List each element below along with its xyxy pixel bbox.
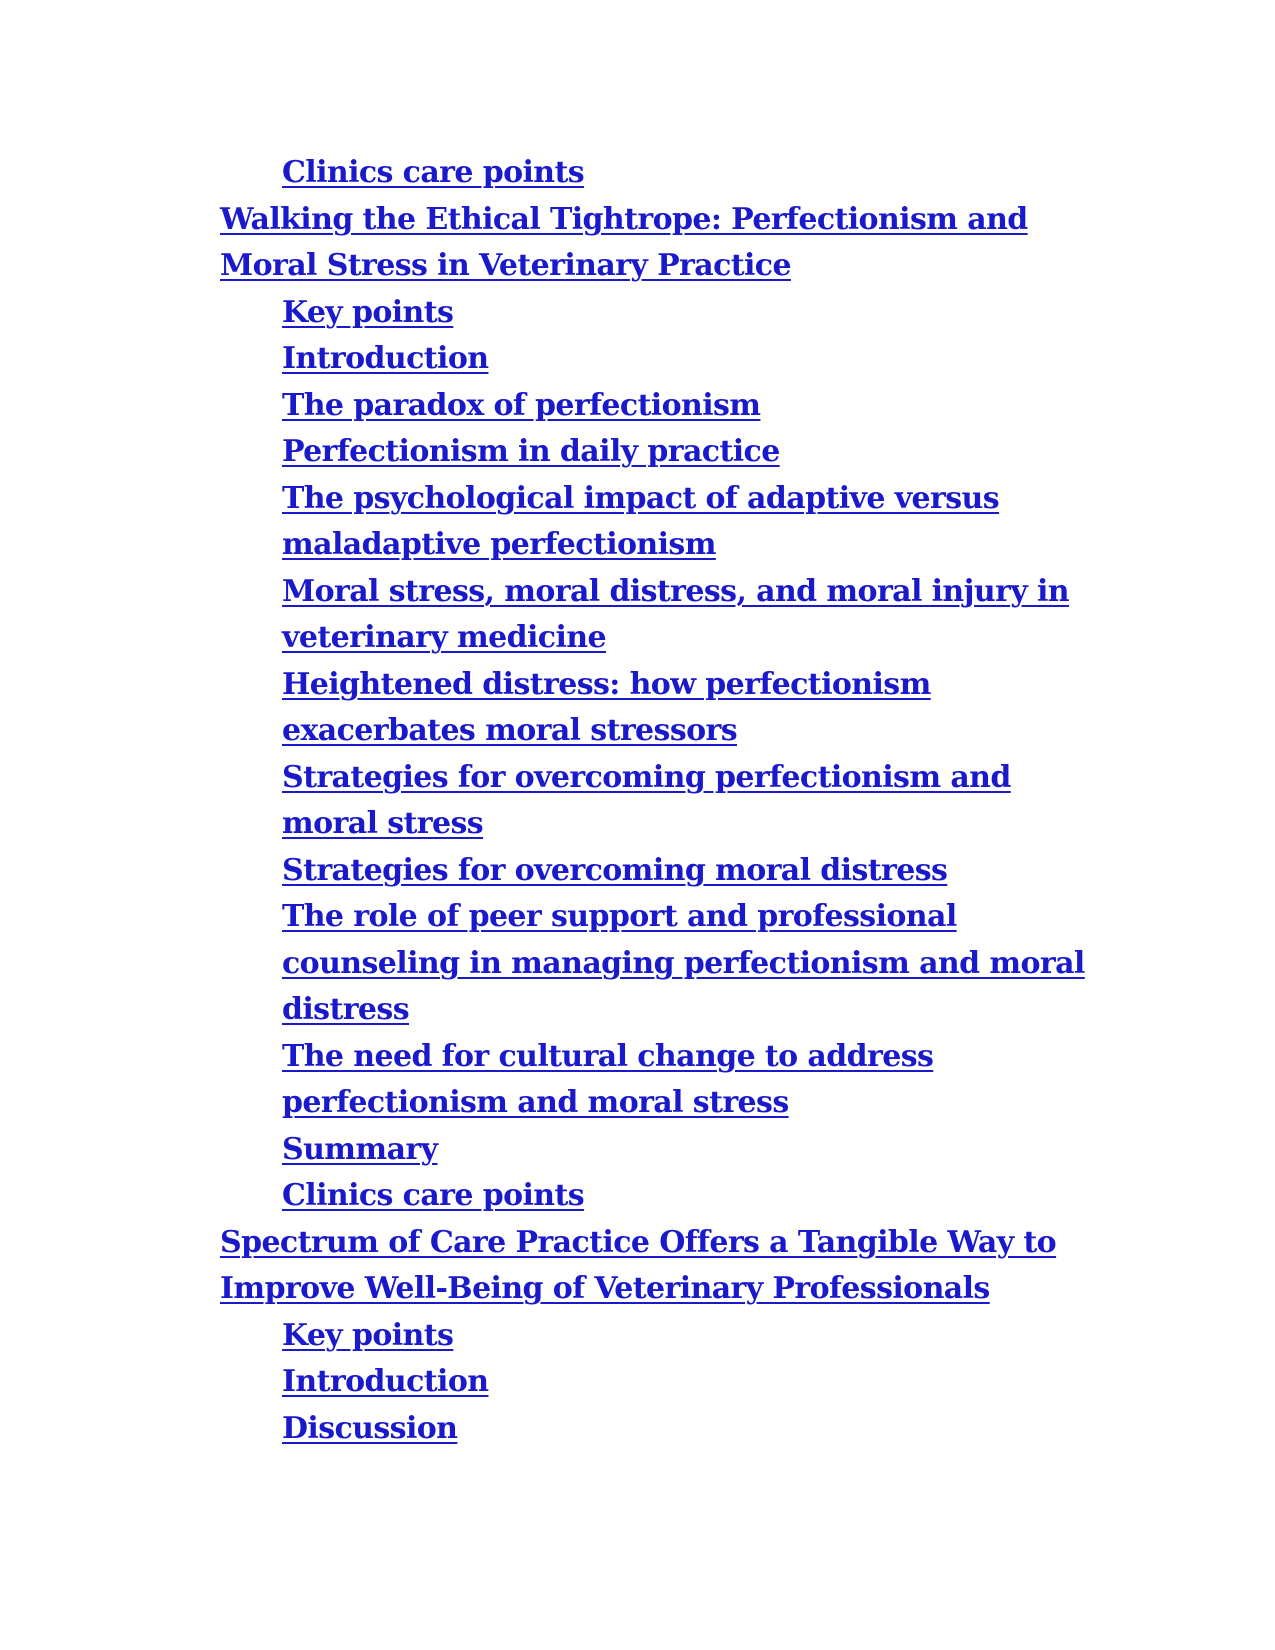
toc-link[interactable]: The role of peer support and professional counseling in managing perfectionism and moral distress (282, 899, 1085, 1027)
toc-link[interactable]: Strategies for overcoming perfectionism and moral stress (282, 759, 1011, 841)
toc-link[interactable]: Strategies for overcoming moral distress (282, 852, 948, 888)
toc-entry (220, 1220, 1100, 1313)
toc-link[interactable]: Clinics care points (282, 155, 585, 190)
toc-entry (220, 336, 1100, 383)
toc-link[interactable]: Moral stress, moral distress, and moral injury in veterinary medicine (282, 573, 1070, 655)
toc-entry (220, 429, 1100, 476)
toc-link[interactable]: Key points (282, 294, 454, 330)
toc-link[interactable]: The paradox of perfectionism (282, 387, 761, 423)
toc-link[interactable]: Perfectionism in daily practice (282, 434, 780, 469)
toc-link[interactable]: Heightened distress: how perfectionism exacerbates moral stressors (282, 666, 931, 748)
toc-entry (220, 569, 1100, 662)
toc-entry (220, 1313, 1100, 1360)
toc-link[interactable]: Key points (282, 1317, 454, 1353)
toc-link[interactable]: Clinics care points (282, 1178, 585, 1213)
toc-entry (220, 848, 1100, 895)
toc-link[interactable]: Introduction (282, 1364, 489, 1399)
toc-entry (220, 1034, 1100, 1127)
toc-link[interactable]: The psychological impact of adaptive versus maladaptive perfectionism (282, 480, 1000, 562)
toc-link[interactable]: Summary (282, 1131, 438, 1167)
toc-link[interactable]: The need for cultural change to address perfectionism and moral stress (282, 1038, 934, 1120)
toc-link[interactable]: Introduction (282, 341, 489, 376)
toc-entry (220, 894, 1100, 1034)
toc-entry (220, 755, 1100, 848)
toc-entry (220, 662, 1100, 755)
toc-link[interactable]: Spectrum of Care Practice Offers a Tangible Way to Improve Well-Being of Veterinary Professionals (220, 1224, 1057, 1306)
toc-link[interactable]: Discussion (282, 1410, 458, 1446)
toc-entry (220, 1359, 1100, 1406)
toc-link[interactable]: Walking the Ethical Tightrope: Perfectionism and Moral Stress in Veterinary Practice (220, 201, 1028, 283)
toc-entry (220, 1173, 1100, 1220)
toc-entry (220, 197, 1100, 290)
toc-entry (220, 383, 1100, 430)
toc-entry (220, 476, 1100, 569)
table-of-contents (220, 150, 1100, 1452)
toc-entry (220, 1406, 1100, 1453)
toc-entry (220, 290, 1100, 337)
toc-entry (220, 1127, 1100, 1174)
toc-entry (220, 150, 1100, 197)
